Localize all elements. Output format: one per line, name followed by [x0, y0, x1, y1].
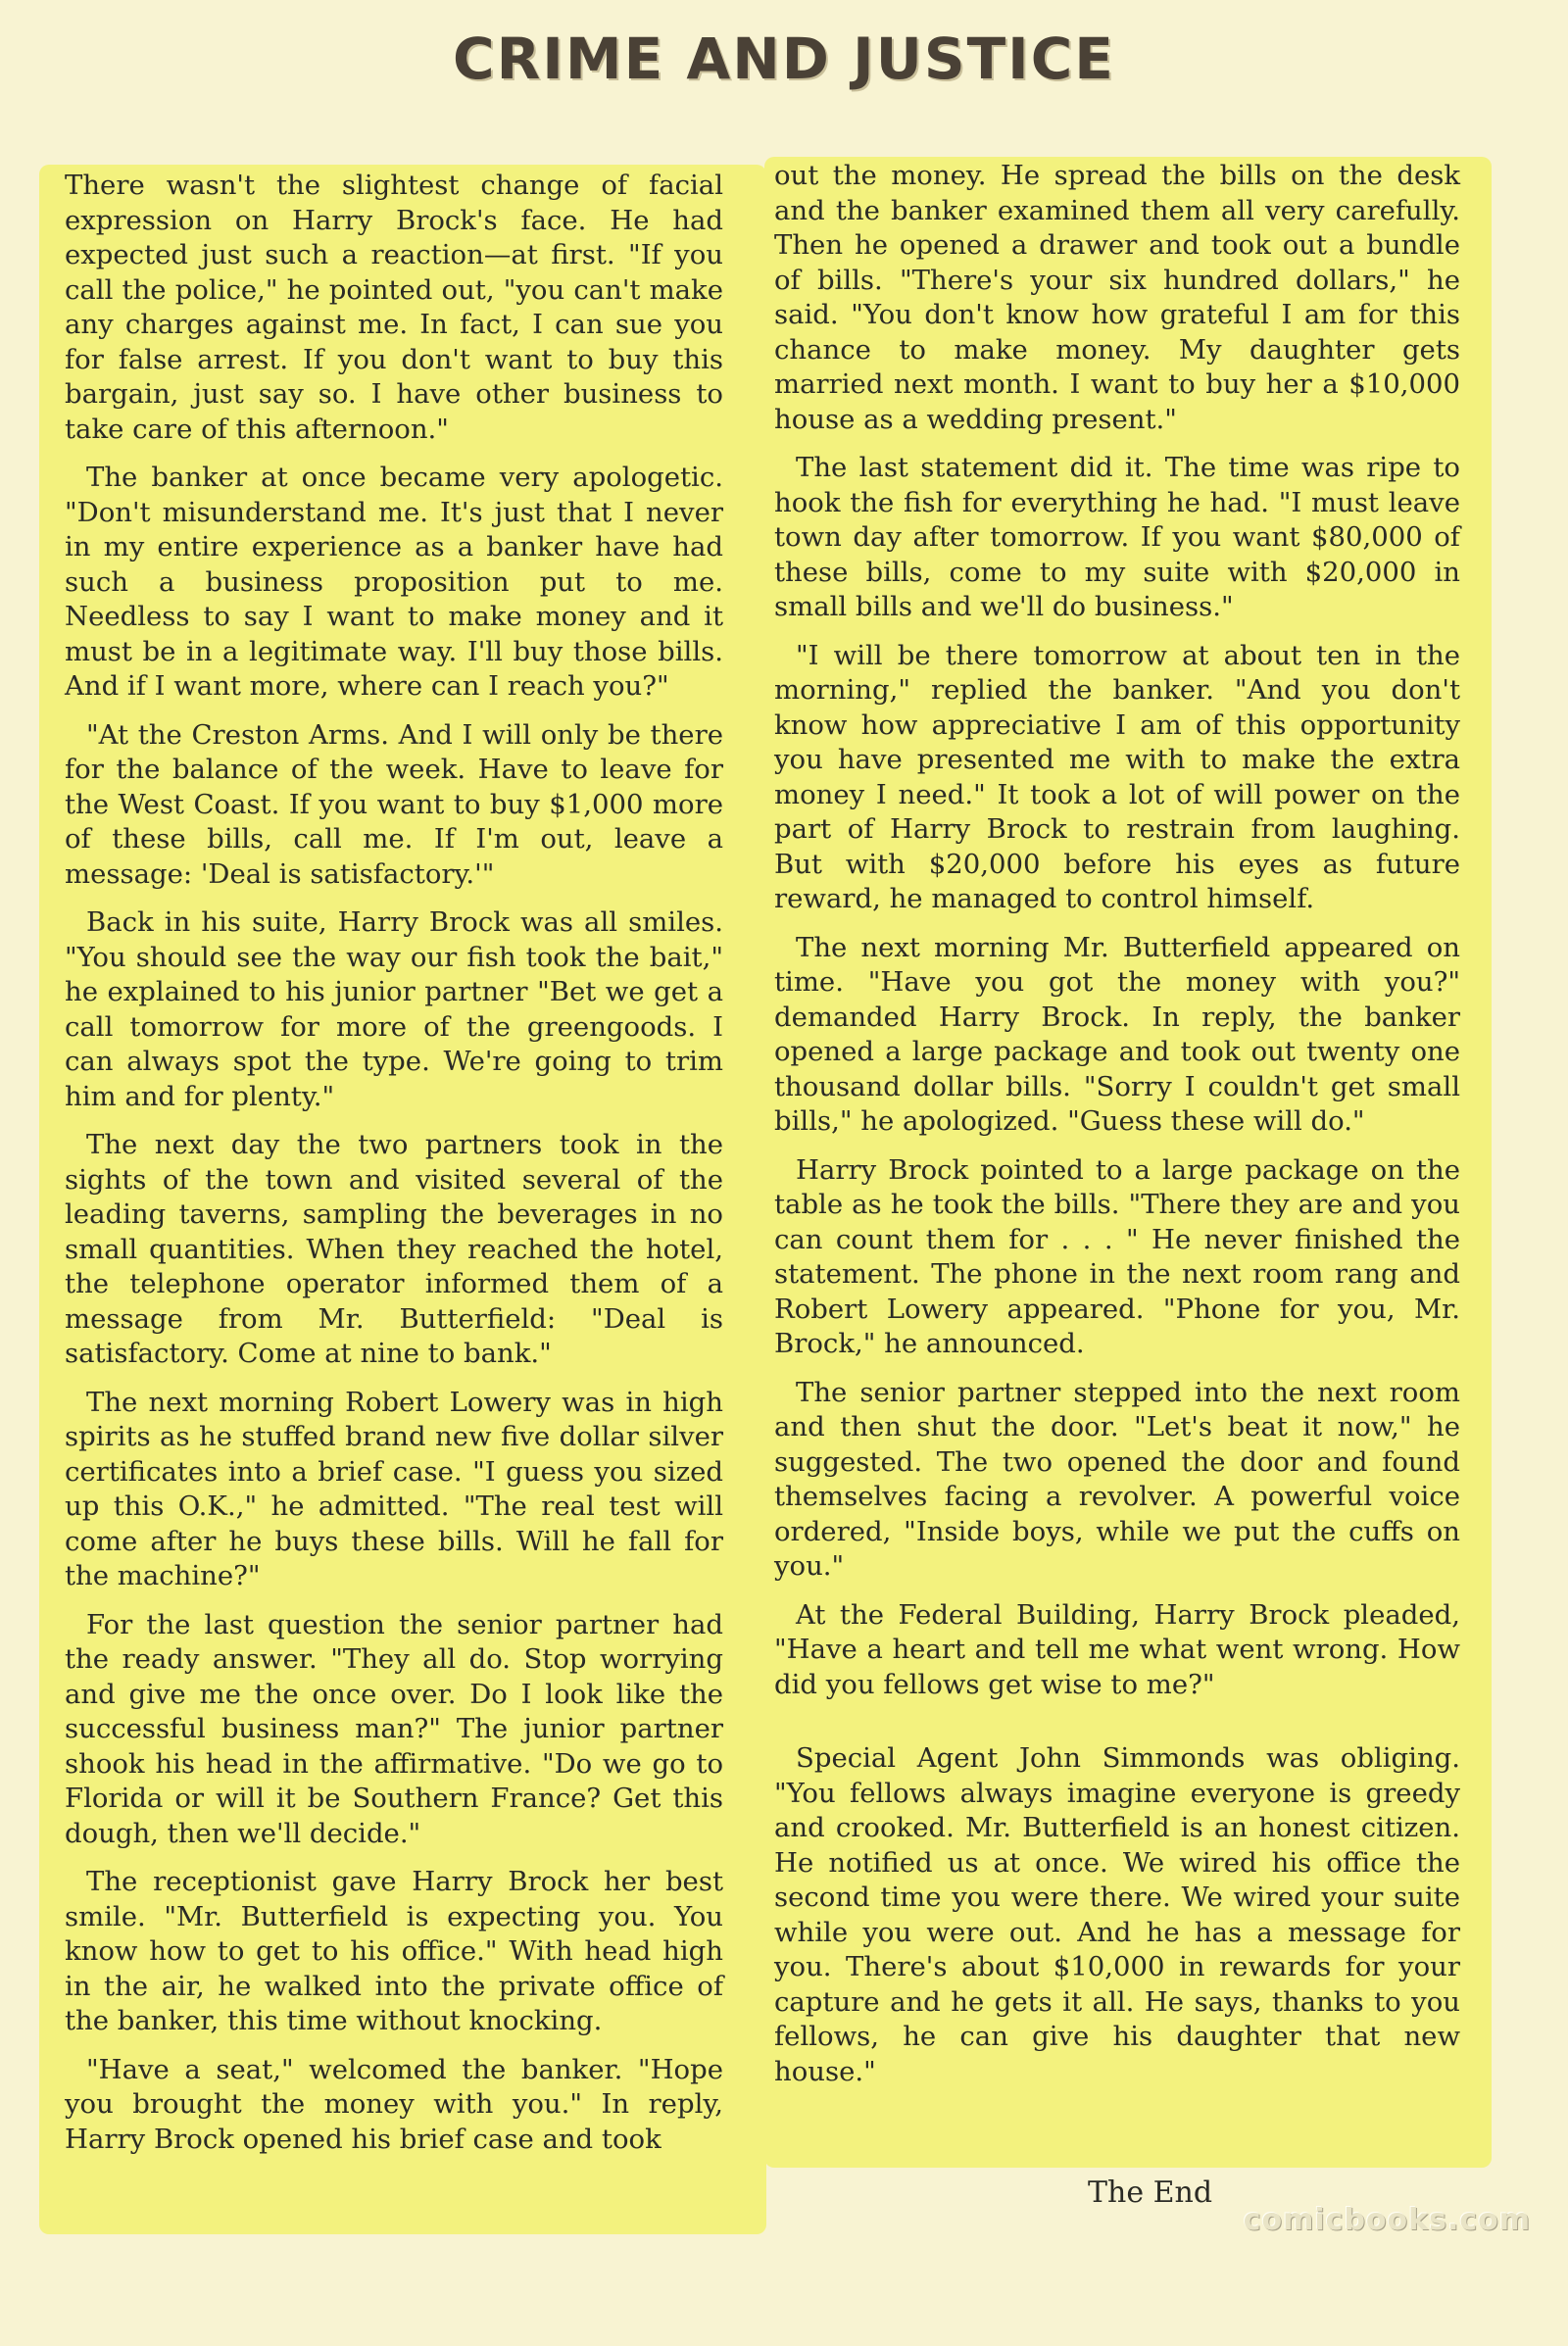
paragraph: out the money. He spread the bills on the desk and the banker examined them all very carefully. Then he opened a drawer and took out a bundle of bills. "There's your six hundred dollars," he said. "You don't know how grateful I am for this chance to make money. My daughter gets married next month. I want to buy her a $10,000 house as a wedding present." [774, 160, 1460, 435]
paragraph: The next morning Robert Lowery was in high spirits as he stuffed brand new five dollar silver certificates into a brief case. "I guess you sized up this O.K.," he admitted. "The real test will come after he buys these bills. Will he fall for the machine?" [65, 1386, 723, 1591]
page-title: CRIME AND JUSTICE [453, 25, 1115, 92]
right-text-column [774, 159, 1460, 2103]
paragraph: At the Federal Building, Harry Brock pleaded, "Have a heart and tell me what went wrong. How did you fellows get wise to me?" [774, 1598, 1460, 1700]
paragraph: For the last question the senior partner had the ready answer. "They all do. Stop worrying and give me the once over. Do I look like the successful business man?" The junior partner shook his head in the affirmative. "Do we go to Florida or will it be Southern France? Get this dough, then we'll decide." [65, 1608, 723, 1849]
left-text-column [65, 169, 723, 2171]
paragraph: "I will be there tomorrow at about ten in the morning," replied the banker. "And you don't know how appreciative I am of this opportunity you have presented me with to make the extra money I need." It took a lot of will power on the part of Harry Brock to restrain from laughing. But with $20,000 before his eyes as future reward, he managed to control himself. [774, 639, 1460, 914]
paragraph: Special Agent John Simmonds was obliging. "You fellows always imagine everyone is greedy and crooked. Mr. Butterfield is an honest citizen. He notified us at once. We wired his office the second time you were there. We wired your suite while you were out. And he has a message for you. There's about $10,000 in rewards for your capture and he gets it all. He says, thanks to you fellows, he can give his daughter that new house." [774, 1742, 1460, 2087]
paragraph: The receptionist gave Harry Brock her best smile. "Mr. Butterfield is expecting you. You know how to get to his office." With head high in the air, he walked into the private office of the banker, this time without knocking. [65, 1866, 723, 2036]
watermark: comicbooks.com [1243, 2203, 1531, 2237]
paragraph: "At the Creston Arms. And I will only be there for the balance of the week. Have to leave for the West Coast. If you want to buy $1,000 more of these bills, call me. If I'm out, leave a message: 'Deal is satisfactory.'" [65, 718, 723, 890]
paragraph: The banker at once became very apologetic. "Don't misunderstand me. It's just that I never in my entire experience as a banker have had such a business proposition put to me. Needless to say I want to make money and it must be in a legitimate way. I'll buy those bills. And if I want more, where can I reach you?" [65, 462, 723, 702]
paragraph: Harry Brock pointed to a large package on the table as he took the bills. "There they are and you can count them for . . . " He never finished the statement. The phone in the next room rang and Robert Lowery appeared. "Phone for you, Mr. Brock," he announced. [774, 1153, 1460, 1359]
paragraph: "Have a seat," welcomed the banker. "Hope you brought the money with you." In reply, Harry Brock opened his brief case and took [65, 2053, 723, 2155]
paragraph: The senior partner stepped into the next room and then shut the door. "Let's beat it now," he suggested. The two opened the door and found themselves facing a revolver. A powerful voice ordered, "Inside boys, while we put the cuffs on you." [774, 1376, 1460, 1582]
the-end-label: The End [1088, 2175, 1213, 2210]
paragraph: Back in his suite, Harry Brock was all smiles. "You should see the way our fish took the bait," he explained to his junior partner "Bet we get a call tomorrow for more of the greengoods. I can always spot the type. We're going to trim him and for plenty." [65, 906, 723, 1112]
paragraph: There wasn't the slightest change of facial expression on Harry Brock's face. He had expected just such a reaction—at first. "If you call the police," he pointed out, "you can't make any charges against me. In fact, I can sue you for false arrest. If you don't want to buy this bargain, just say so. I have other business to take care of this afternoon." [65, 170, 723, 445]
paragraph: The last statement did it. The time was ripe to hook the fish for everything he had. "I must leave town day after tomorrow. If you want $80,000 of these bills, come to my suite with $20,000 in small bills and we'll do business." [774, 452, 1460, 622]
paragraph: The next day the two partners took in the sights of the town and visited several of the leading taverns, sampling the beverages in no small quantities. When they reached the hotel, the telephone operator informed them of a message from Mr. Butterfield: "Deal is satisfactory. Come at nine to bank." [65, 1129, 723, 1369]
paragraph: The next morning Mr. Butterfield appeared on time. "Have you got the money with you?" demanded Harry Brock. In reply, the banker opened a large package and took out twenty one thousand dollar bills. "Sorry I couldn't get small bills," he apologized. "Guess these will do." [774, 931, 1460, 1137]
